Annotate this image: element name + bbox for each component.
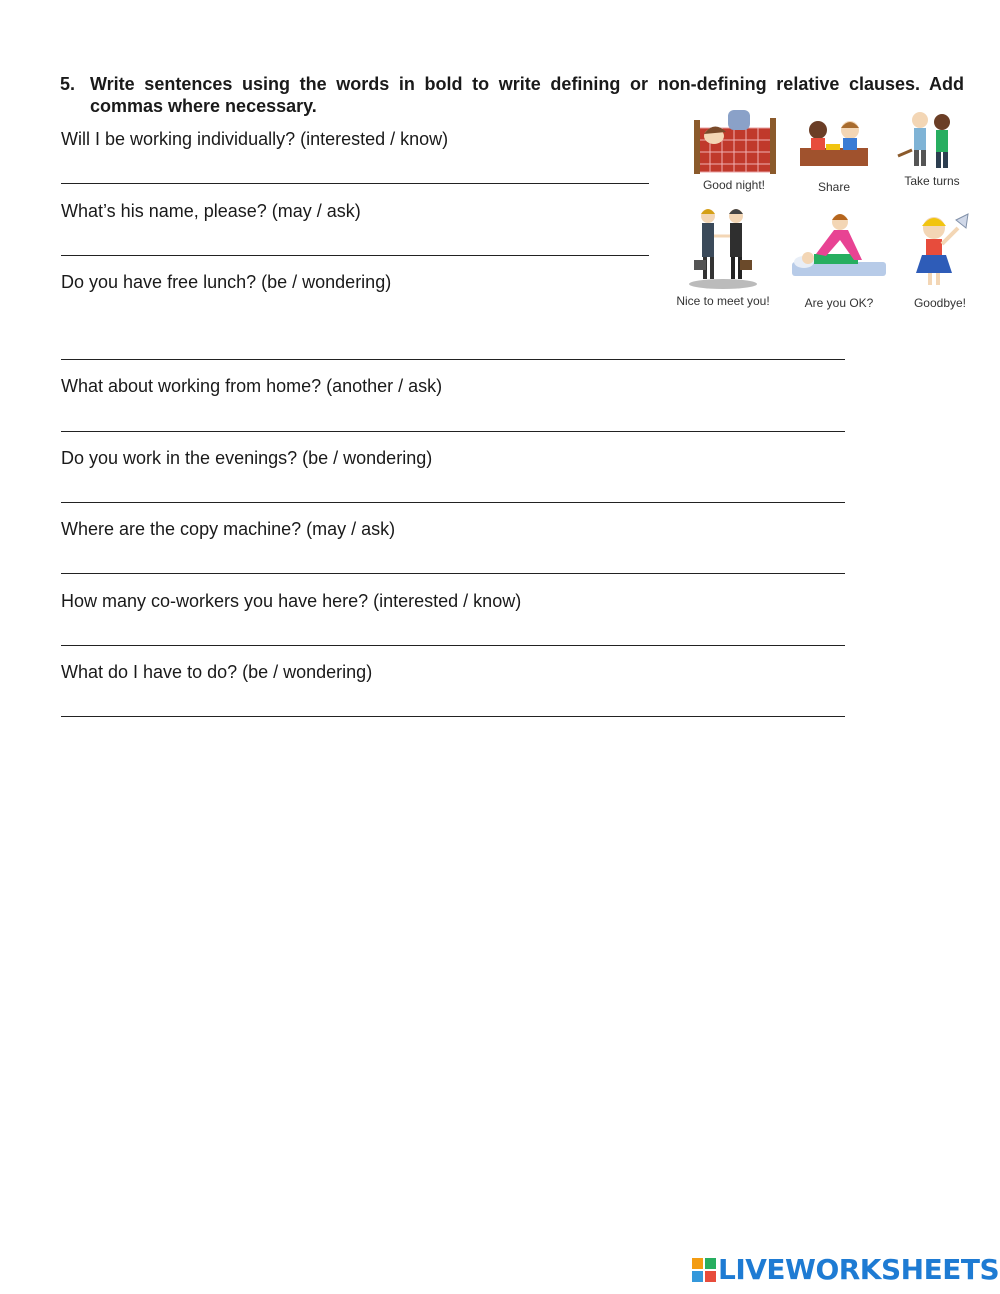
picture-nice-to-meet-you xyxy=(670,204,776,314)
share-children-icon xyxy=(796,106,872,178)
answer-line-7[interactable] xyxy=(61,645,845,646)
answer-line-4[interactable] xyxy=(61,431,845,432)
bed-sleep-icon xyxy=(690,106,778,178)
answer-line-1[interactable] xyxy=(61,183,649,184)
waving-goodbye-icon xyxy=(904,210,976,290)
answer-line-6[interactable] xyxy=(61,573,845,574)
caption-share: Share xyxy=(817,180,851,194)
illustration-grid xyxy=(668,106,980,316)
handshake-icon xyxy=(670,204,776,290)
liveworksheets-logo-icon xyxy=(692,1258,716,1282)
question-4: What about working from home? (another / ask) xyxy=(61,376,443,396)
question-3: Do you have free lunch? (be / wondering) xyxy=(61,272,392,292)
question-8: What do I have to do? (be / wondering) xyxy=(61,662,373,682)
question-6: Where are the copy machine? (may / ask) xyxy=(61,519,396,539)
caption-goodbye: Goodbye! xyxy=(913,296,967,310)
answer-line-5[interactable] xyxy=(61,502,845,503)
picture-are-you-ok xyxy=(786,210,892,314)
instruction-text: Write sentences using the words in bold to write defining or non-defining relative clauses. Add commas where necessary. xyxy=(90,74,964,116)
answer-line-8[interactable] xyxy=(61,716,845,717)
picture-take-turns xyxy=(890,106,974,194)
answer-line-2[interactable] xyxy=(61,255,649,256)
logo-wordmark: LIVEWORKSHEETS xyxy=(718,1253,1000,1286)
liveworksheets-logo xyxy=(692,1253,1000,1287)
question-2: What’s his name, please? (may / ask) xyxy=(61,201,361,221)
take-turns-icon xyxy=(890,106,974,172)
caption-good-night: Good night! xyxy=(702,178,766,192)
answer-line-3[interactable] xyxy=(61,359,845,360)
picture-share xyxy=(796,106,872,194)
caption-take-turns: Take turns xyxy=(904,174,960,188)
question-7: How many co-workers you have here? (interested / know) xyxy=(61,591,522,611)
caption-nice-to-meet-you: Nice to meet you! xyxy=(676,294,770,308)
caption-are-you-ok: Are you OK? xyxy=(804,296,874,310)
picture-goodbye xyxy=(904,210,976,314)
picture-good-night xyxy=(690,106,778,194)
caring-nurse-icon xyxy=(786,210,892,288)
question-1: Will I be working individually? (interested / know) xyxy=(61,129,449,149)
question-5: Do you work in the evenings? (be / wondering) xyxy=(61,448,433,468)
exercise-number: 5. xyxy=(60,74,76,94)
